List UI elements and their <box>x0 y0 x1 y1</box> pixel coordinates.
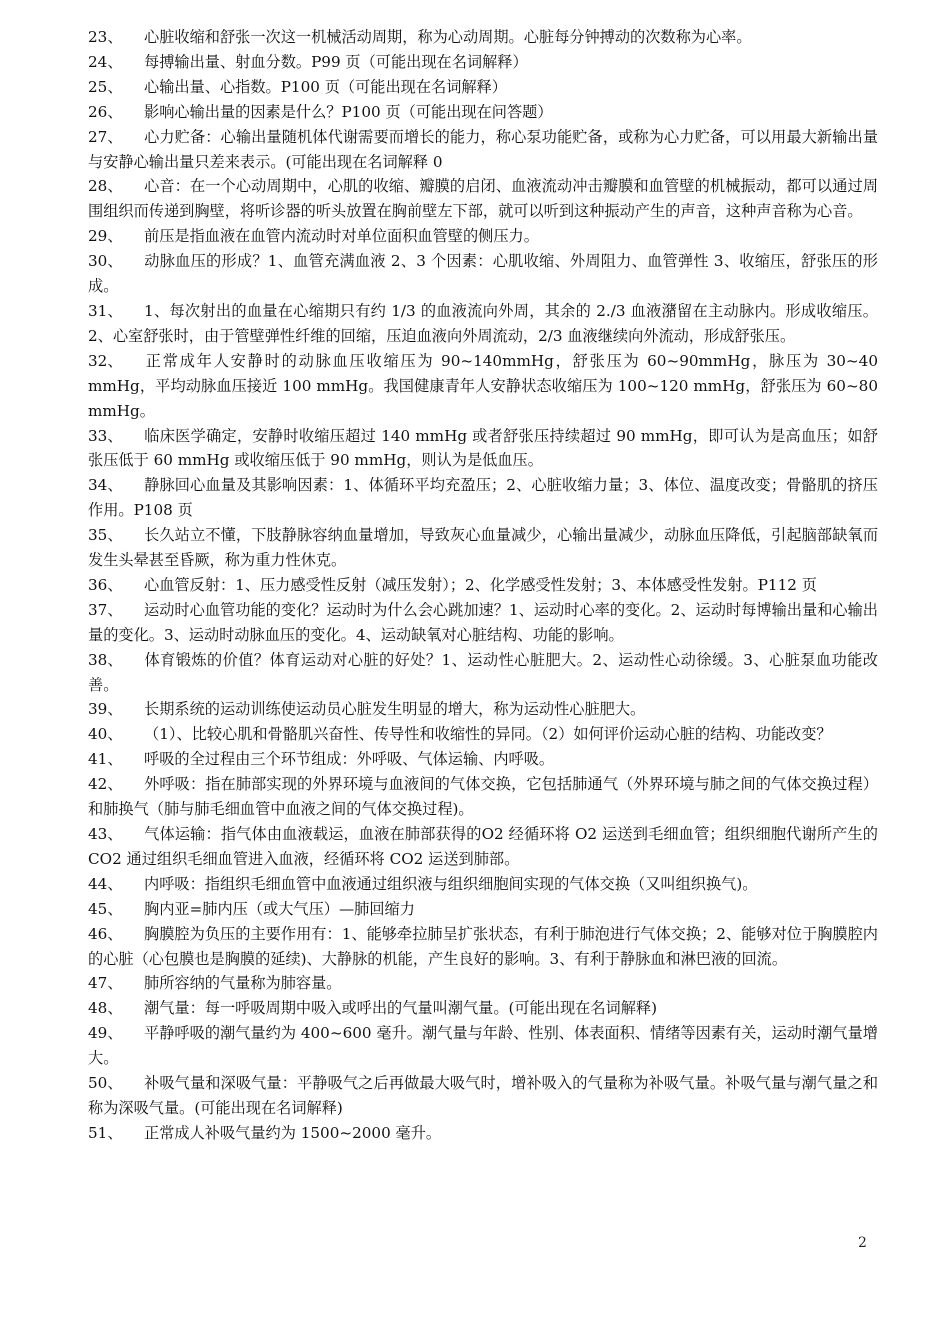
item-text: 体育锻炼的价值？体育运动对心脏的好处？1、运动性心脏肥大。2、运动性心动徐缓。3、心脏泵血功能改善。 <box>88 650 878 694</box>
list-item <box>88 772 878 822</box>
item-number: 27、 <box>88 127 123 146</box>
item-number: 49、 <box>88 1024 123 1043</box>
list-item <box>88 473 878 523</box>
list-item <box>88 697 878 722</box>
list-item <box>88 25 878 50</box>
item-text: 内呼吸：指组织毛细血管中血液通过组织液与组织细胞间实现的气体交换（又叫组织换气)。 <box>144 874 758 893</box>
list-item <box>88 822 878 872</box>
item-number: 26、 <box>88 102 123 121</box>
item-text: 前压是指血液在血管内流动时对单位面积血管壁的侧压力。 <box>144 227 539 246</box>
item-text: 影响心输出量的因素是什么？P100 页（可能出现在问答题） <box>144 102 553 121</box>
list-item <box>88 996 878 1021</box>
item-number: 25、 <box>88 77 123 96</box>
item-number: 47、 <box>88 974 123 993</box>
item-text: 平静呼吸的潮气量约为 400~600 毫升。潮气量与年龄、性别、体表面积、情绪等因素有关，运动时潮气量增大。 <box>88 1024 878 1068</box>
list-item <box>88 722 878 747</box>
item-number: 24、 <box>88 52 123 71</box>
list-item <box>88 249 878 299</box>
list-item <box>88 747 878 772</box>
list-item <box>88 897 878 922</box>
item-text: 心力贮备：心输出量随机体代谢需要而增长的能力，称心泵功能贮备，或称为心力贮备，可以用最大新输出量与安静心输出量只差来表示。(可能出现在名词解释 0 <box>88 127 878 171</box>
item-text: 长久站立不懂，下肢静脉容纳血量增加，导致灰心血量减少，心输出量减少，动脉血压降低，引起脑部缺氧而发生头晕甚至昏厥，称为重力性休克。 <box>88 526 878 570</box>
list-item <box>88 424 878 474</box>
list-item <box>88 174 878 224</box>
item-number: 35、 <box>88 526 123 545</box>
item-text: 正常成年人安静时的动脉血压收缩压为 90~140mmHg，舒张压为 60~90mmHg，脉压为 30~40 mmHg，平均动脉血压接近 100 mmHg。我国健康青年人安静状态收缩压为 100~120 mmHg，舒张压为 60~80 mmHg。 <box>88 351 878 420</box>
list-item <box>88 1071 878 1121</box>
list-item <box>88 75 878 100</box>
item-text: 每搏输出量、射血分数。P99 页（可能出现在名词解释） <box>144 52 528 71</box>
list-item <box>88 971 878 996</box>
item-text: 1、每次射出的血量在心缩期只有约 1/3 的血液流向外周，其余的 2./3 血液潴留在主动脉内。形成收缩压。2、心室舒张时，由于管壁弹性纤维的回缩，压迫血液向外周流动，2/3 血液继续向外流动，形成舒张压。 <box>88 301 878 345</box>
item-number: 29、 <box>88 227 123 246</box>
item-number: 28、 <box>88 177 123 196</box>
list-item <box>88 299 878 349</box>
item-text: 心音：在一个心动周期中，心肌的收缩、瓣膜的启闭、血液流动冲击瓣膜和血管壁的机械振动，都可以通过周围组织而传递到胸壁，将听诊器的听头放置在胸前壁左下部，就可以听到这种振动产生的声音，这种声音称为心音。 <box>88 177 878 221</box>
list-item <box>88 125 878 175</box>
item-text: 长期系统的运动训练使运动员心脏发生明显的增大，称为运动性心脏肥大。 <box>144 700 646 719</box>
item-number: 43、 <box>88 825 123 843</box>
item-number: 33、 <box>88 426 123 445</box>
item-text: 临床医学确定，安静时收缩压超过 140 mmHg 或者舒张压持续超过 90 mmHg，即可认为是高血压；如舒张压低于 60 mmHg 或收缩压低于 90 mmHg，则认为是低血压。 <box>88 426 878 470</box>
item-text: 胸内亚=肺内压（或大气压）—肺回缩力 <box>144 899 415 918</box>
item-number: 46、 <box>88 924 123 943</box>
item-text: 动脉血压的形成？1、血管充满血液 2、3 个因素：心肌收缩、外周阻力、血管弹性 3、收缩压，舒张压的形成。 <box>88 252 878 296</box>
list-item <box>88 922 878 972</box>
item-number: 41、 <box>88 750 123 769</box>
item-number: 36、 <box>88 575 123 594</box>
item-text: 肺所容纳的气量称为肺容量。 <box>144 974 342 993</box>
item-number: 30、 <box>88 252 123 271</box>
item-number: 50、 <box>88 1074 123 1093</box>
list-item <box>88 1121 878 1146</box>
list-item <box>88 648 878 698</box>
item-number: 37、 <box>88 600 123 619</box>
item-number: 42、 <box>88 775 123 794</box>
list-item <box>88 523 878 573</box>
item-number: 48、 <box>88 999 123 1018</box>
list-item <box>88 100 878 125</box>
item-number: 45、 <box>88 899 123 918</box>
item-text: 补吸气量和深吸气量：平静吸气之后再做最大吸气时，增补吸入的气量称为补吸气量。补吸气量与潮气量之和称为深吸气量。(可能出现在名词解释) <box>88 1074 878 1117</box>
item-text: （1）、比较心肌和骨骼肌兴奋性、传导性和收缩性的异同。（2）如何评价运动心脏的结构、功能改变？ <box>144 725 832 744</box>
list-item <box>88 50 878 75</box>
item-number: 31、 <box>88 301 123 320</box>
list-item <box>88 224 878 249</box>
item-number: 44、 <box>88 874 123 893</box>
item-text: 静脉回心血量及其影响因素：1、体循环平均充盈压；2、心脏收缩力量；3、体位、温度改变；骨骼肌的挤压作用。P108 页 <box>88 476 878 520</box>
item-text: 潮气量：每一呼吸周期中吸入或呼出的气量叫潮气量。(可能出现在名词解释) <box>144 999 658 1018</box>
item-number: 38、 <box>88 650 123 669</box>
item-text: 胸膜腔为负压的主要作用有：1、能够牵拉肺呈扩张状态，有利于肺泡进行气体交换；2、能够对位于胸膜腔内的心脏（心包膜也是胸膜的延续)、大静脉的机能，产生良好的影响。3、有利于静脉血和淋巴液的回流。 <box>88 924 878 968</box>
item-number: 34、 <box>88 476 123 495</box>
item-text: 心输出量、心指数。P100 页（可能出现在名词解释） <box>144 77 507 96</box>
item-number: 39、 <box>88 700 123 719</box>
item-text: 正常成人补吸气量约为 1500~2000 毫升。 <box>144 1123 442 1142</box>
item-text: 气体运输：指气体由血液载运，血液在肺部获得的O2 经循环将 O2 运送到毛细血管；组织细胞代谢所产生的 CO2 通过组织毛细血管进入血液，经循环将 CO2 运送到肺部。 <box>88 825 878 868</box>
list-item <box>88 1021 878 1071</box>
item-text: 呼吸的全过程由三个环节组成：外呼吸、气体运输、内呼吸。 <box>144 750 555 769</box>
item-number: 51、 <box>88 1123 123 1142</box>
item-number: 23、 <box>88 28 123 46</box>
item-number: 40、 <box>88 725 123 744</box>
list-item <box>88 573 878 598</box>
item-text: 心脏收缩和舒张一次这一机械活动周期，称为心动周期。心脏每分钟搏动的次数称为心率。 <box>144 28 752 46</box>
numbered-notes-list <box>88 25 878 1146</box>
list-item <box>88 349 878 424</box>
item-number: 32、 <box>88 351 123 370</box>
page-number: 2 <box>858 1235 867 1251</box>
item-text: 运动时心血管功能的变化？运动时为什么会心跳加速？1、运动时心率的变化。2、运动时每博输出量和心输出量的变化。3、运动时动脉血压的变化。4、运动缺氧对心脏结构、功能的影响。 <box>88 600 878 644</box>
list-item <box>88 598 878 648</box>
item-text: 心血管反射：1、压力感受性反射（减压发射）；2、化学感受性发射；3、本体感受性发射。P112 页 <box>144 575 817 594</box>
item-text: 外呼吸：指在肺部实现的外界环境与血液间的气体交换，它包括肺通气（外界环境与肺之间的气体交换过程）和肺换气（肺与肺毛细血管中血液之间的气体交换过程)。 <box>88 775 878 819</box>
list-item <box>88 872 878 897</box>
